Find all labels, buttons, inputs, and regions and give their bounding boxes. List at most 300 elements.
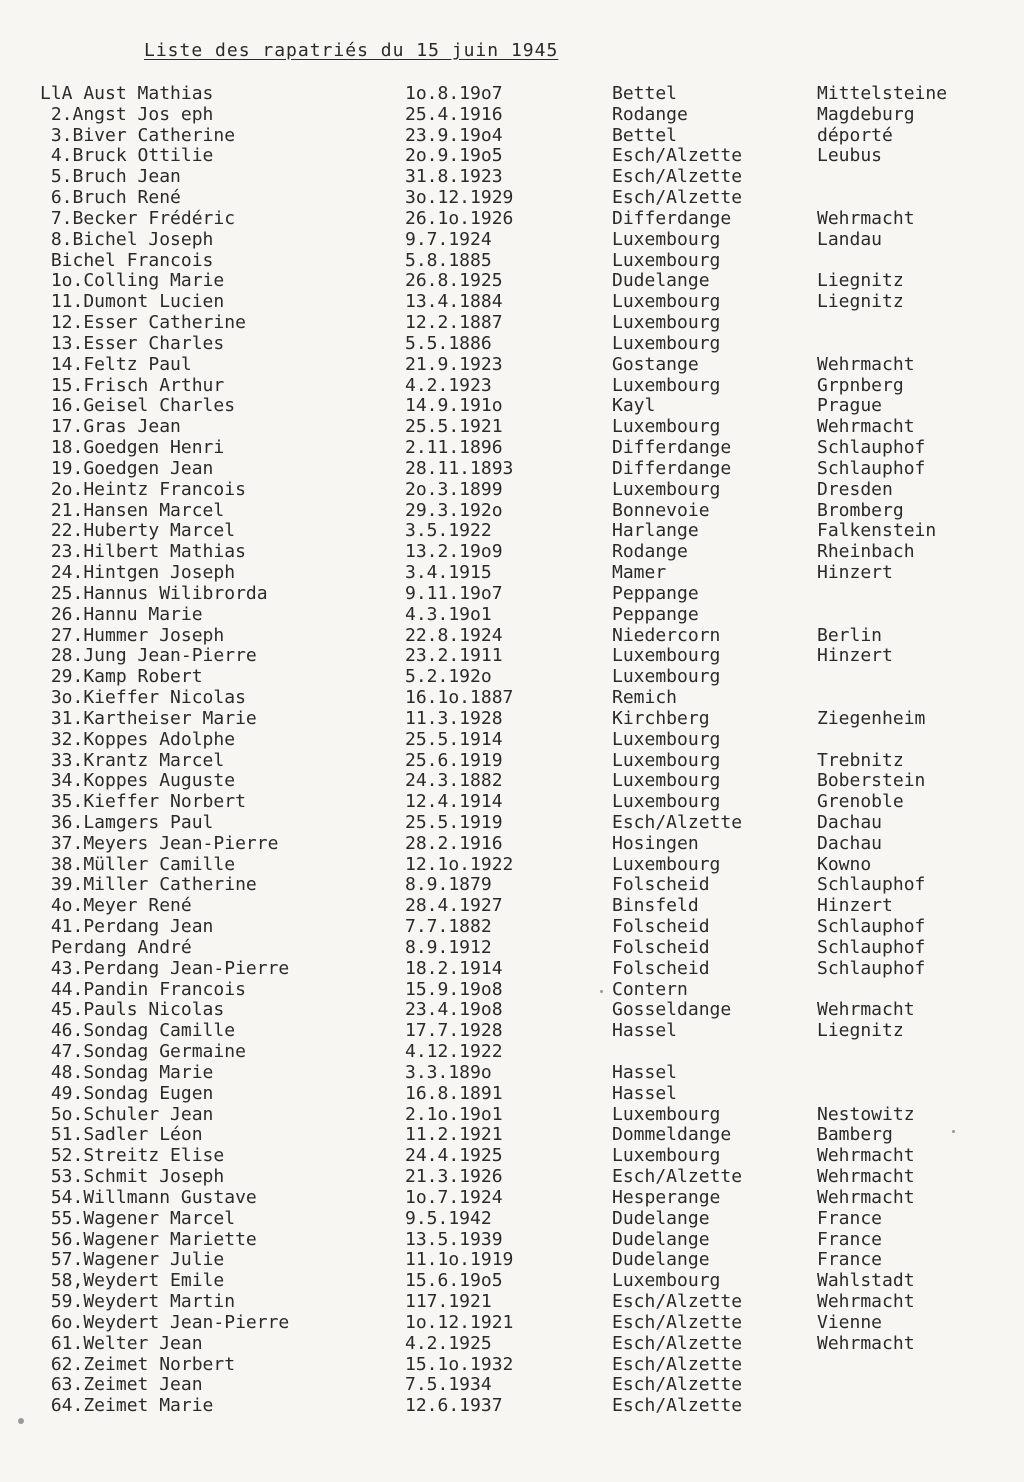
entry-destination: Schlauphof	[817, 937, 926, 958]
entry-destination	[817, 334, 1000, 355]
entry-residence: Esch/Alzette	[612, 167, 743, 188]
list-row	[40, 938, 1000, 959]
entry-destination: Wehrmacht	[817, 1333, 915, 1354]
entry-residence: Gosseldange	[612, 1000, 732, 1021]
entry-birth-date: 14.9.191o	[405, 396, 503, 417]
entry-birth-date: 9.5.1942	[405, 1208, 492, 1229]
entry-destination	[817, 1375, 1000, 1396]
entry-birth-date: 25.5.1914	[405, 729, 503, 750]
entry-name: 59.Weydert Martin	[40, 1292, 236, 1313]
list-row	[40, 209, 1000, 230]
entry-birth-date: 4.3.19o1	[405, 604, 492, 625]
entry-residence: Rodange	[612, 104, 688, 125]
entry-residence: Luxembourg	[612, 479, 721, 500]
entry-residence: Esch/Alzette	[612, 812, 743, 833]
list-row	[40, 1042, 1000, 1063]
entry-name: 2o.Heintz Francois	[40, 479, 246, 500]
list-row	[40, 1230, 1000, 1251]
entry-name: 54.Willmann Gustave	[40, 1187, 257, 1208]
entry-destination: Liegnitz	[817, 292, 904, 313]
entry-name: 23.Hilbert Mathias	[40, 542, 246, 563]
entry-residence: Luxembourg	[612, 333, 721, 354]
repatriates-list	[40, 84, 1000, 1417]
entry-residence: Folscheid	[612, 875, 710, 896]
entry-destination: Bamberg	[817, 1125, 893, 1146]
entry-residence: Esch/Alzette	[612, 1333, 743, 1354]
entry-destination: Trebnitz	[817, 750, 904, 771]
list-row	[40, 146, 1000, 167]
entry-residence: Luxembourg	[612, 250, 721, 271]
entry-birth-date: 28.4.1927	[405, 896, 503, 917]
entry-name: 62.Zeimet Norbert	[40, 1354, 236, 1375]
list-row	[40, 1396, 1000, 1417]
list-row	[40, 959, 1000, 980]
list-row	[40, 626, 1000, 647]
entry-residence: Luxembourg	[612, 771, 721, 792]
entry-residence: Bonnevoie	[612, 500, 710, 521]
entry-birth-date: 7.7.1882	[405, 917, 492, 938]
entry-name: 34.Koppes Auguste	[40, 771, 236, 792]
entry-birth-date: 28.11.1893	[405, 458, 514, 479]
entry-destination: Wehrmacht	[817, 417, 915, 438]
list-row	[40, 688, 1000, 709]
entry-name: 49.Sondag Eugen	[40, 1083, 214, 1104]
entry-birth-date: 9.7.1924	[405, 229, 492, 250]
entry-destination: Dachau	[817, 812, 883, 833]
entry-birth-date: 24.4.1925	[405, 1146, 503, 1167]
entry-birth-date: 23.2.1911	[405, 646, 503, 667]
entry-birth-date: 16.1o.1887	[405, 688, 514, 709]
entry-destination: Liegnitz	[817, 1021, 904, 1042]
entry-name: 29.Kamp Robert	[40, 667, 203, 688]
entry-birth-date: 117.1921	[405, 1292, 492, 1313]
entry-name: 33.Krantz Marcel	[40, 750, 225, 771]
entry-residence: Dudelange	[612, 1250, 710, 1271]
entry-birth-date: 1o.12.1921	[405, 1312, 514, 1333]
entry-destination	[817, 605, 1000, 626]
entry-birth-date: 18.2.1914	[405, 958, 503, 979]
entry-destination: Kowno	[817, 854, 872, 875]
entry-destination: Wehrmacht	[817, 1187, 915, 1208]
entry-birth-date: 4.2.1923	[405, 375, 492, 396]
entry-name: 4.Bruck Ottilie	[40, 146, 214, 167]
list-row	[40, 1167, 1000, 1188]
entry-residence: Remich	[612, 688, 678, 709]
entry-name: 58,Weydert Emile	[40, 1271, 225, 1292]
list-row	[40, 438, 1000, 459]
list-row	[40, 1146, 1000, 1167]
entry-destination: Dresden	[817, 479, 893, 500]
entry-name: 5o.Schuler Jean	[40, 1104, 214, 1125]
entry-destination: Wehrmacht	[817, 1167, 915, 1188]
list-row	[40, 251, 1000, 272]
entry-birth-date: 21.9.1923	[405, 354, 503, 375]
entry-destination: Schlauphof	[817, 875, 926, 896]
list-row	[40, 771, 1000, 792]
entry-residence: Folscheid	[612, 958, 710, 979]
list-row	[40, 792, 1000, 813]
entry-destination: Ziegenheim	[817, 708, 926, 729]
entry-residence: Dudelange	[612, 1208, 710, 1229]
entry-birth-date: 11.2.1921	[405, 1125, 503, 1146]
entry-birth-date: 9.11.19o7	[405, 583, 503, 604]
entry-residence: Differdange	[612, 458, 732, 479]
entry-destination: Landau	[817, 229, 883, 250]
entry-name: 61.Welter Jean	[40, 1333, 203, 1354]
entry-destination	[817, 1355, 1000, 1376]
entry-residence: Esch/Alzette	[612, 146, 743, 167]
entry-residence: Hassel	[612, 1062, 678, 1083]
entry-birth-date: 5.8.1885	[405, 250, 492, 271]
entry-destination	[817, 667, 1000, 688]
list-row	[40, 1250, 1000, 1271]
list-row	[40, 1125, 1000, 1146]
list-row	[40, 188, 1000, 209]
entry-residence: Esch/Alzette	[612, 1312, 743, 1333]
entry-destination	[817, 313, 1000, 334]
entry-destination	[817, 188, 1000, 209]
list-row	[40, 896, 1000, 917]
entry-name: 57.Wagener Julie	[40, 1250, 225, 1271]
entry-birth-date: 13.4.1884	[405, 292, 503, 313]
entry-name: 11.Dumont Lucien	[40, 292, 225, 313]
list-row	[40, 875, 1000, 896]
entry-residence: Esch/Alzette	[612, 188, 743, 209]
entry-birth-date: 21.3.1926	[405, 1167, 503, 1188]
entry-destination: France	[817, 1229, 883, 1250]
entry-birth-date: 3o.12.1929	[405, 188, 514, 209]
entry-destination: Wahlstadt	[817, 1271, 915, 1292]
entry-name: 41.Perdang Jean	[40, 917, 214, 938]
entry-birth-date: 15.9.19o8	[405, 979, 503, 1000]
entry-destination: Rheinbach	[817, 542, 915, 563]
list-row	[40, 1355, 1000, 1376]
entry-birth-date: 11.1o.1919	[405, 1250, 514, 1271]
entry-birth-date: 5.5.1886	[405, 333, 492, 354]
entry-destination	[817, 167, 1000, 188]
entry-destination	[817, 1042, 1000, 1063]
entry-name: 6o.Weydert Jean-Pierre	[40, 1312, 290, 1333]
entry-birth-date: 1o.7.1924	[405, 1187, 503, 1208]
entry-residence: Hassel	[612, 1083, 678, 1104]
entry-birth-date: 16.8.1891	[405, 1083, 503, 1104]
entry-residence: Luxembourg	[612, 792, 721, 813]
list-row	[40, 1188, 1000, 1209]
entry-residence	[612, 1042, 817, 1063]
list-row	[40, 480, 1000, 501]
entry-destination: Liegnitz	[817, 271, 904, 292]
entry-birth-date: 25.6.1919	[405, 750, 503, 771]
entry-residence: Dudelange	[612, 271, 710, 292]
entry-residence: Niedercorn	[612, 625, 721, 646]
entry-destination: Grpnberg	[817, 375, 904, 396]
entry-birth-date: 7.5.1934	[405, 1375, 492, 1396]
entry-name: 1o.Colling Marie	[40, 271, 225, 292]
entry-name: 47.Sondag Germaine	[40, 1042, 246, 1063]
entry-birth-date: 22.8.1924	[405, 625, 503, 646]
entry-name: 21.Hansen Marcel	[40, 500, 225, 521]
entry-residence: Luxembourg	[612, 417, 721, 438]
entry-destination: Bromberg	[817, 500, 904, 521]
entry-name: 27.Hummer Joseph	[40, 625, 225, 646]
entry-birth-date: 2o.3.1899	[405, 479, 503, 500]
list-row	[40, 355, 1000, 376]
entry-name: 32.Koppes Adolphe	[40, 729, 236, 750]
entry-residence: Kayl	[612, 396, 656, 417]
list-row	[40, 1021, 1000, 1042]
entry-destination	[817, 980, 1000, 1001]
entry-destination: Schlauphof	[817, 958, 926, 979]
entry-destination: Hinzert	[817, 646, 893, 667]
entry-birth-date: 3.4.1915	[405, 563, 492, 584]
list-row	[40, 105, 1000, 126]
entry-birth-date: 15.6.19o5	[405, 1271, 503, 1292]
entry-destination	[817, 1396, 1000, 1417]
entry-name: 45.Pauls Nicolas	[40, 1000, 225, 1021]
entry-destination: Falkenstein	[817, 521, 937, 542]
entry-name: 55.Wagener Marcel	[40, 1208, 236, 1229]
entry-name: 26.Hannu Marie	[40, 604, 203, 625]
entry-name: 25.Hannus Wilibrorda	[40, 583, 268, 604]
list-row	[40, 834, 1000, 855]
entry-birth-date: 28.2.1916	[405, 833, 503, 854]
document-title: Liste des rapatriés du 15 juin 1945	[144, 40, 559, 61]
entry-birth-date: 13.2.19o9	[405, 542, 503, 563]
entry-birth-date: 4.12.1922	[405, 1042, 503, 1063]
entry-destination	[817, 584, 1000, 605]
list-row	[40, 501, 1000, 522]
entry-destination: Berlin	[817, 625, 883, 646]
entry-destination: Wehrmacht	[817, 208, 915, 229]
entry-residence: Contern	[612, 979, 688, 1000]
list-row	[40, 605, 1000, 626]
entry-birth-date: 2.11.1896	[405, 438, 503, 459]
entry-destination: Dachau	[817, 833, 883, 854]
list-row	[40, 1084, 1000, 1105]
entry-residence: Differdange	[612, 208, 732, 229]
entry-name: 38.Müller Camille	[40, 854, 236, 875]
entry-name: 18.Goedgen Henri	[40, 438, 225, 459]
entry-destination: Schlauphof	[817, 438, 926, 459]
entry-name: 13.Esser Charles	[40, 333, 225, 354]
entry-name: 12.Esser Catherine	[40, 313, 246, 334]
entry-birth-date: 12.6.1937	[405, 1396, 503, 1417]
list-row	[40, 646, 1000, 667]
entry-destination: Magdeburg	[817, 104, 915, 125]
entry-birth-date: 12.1o.1922	[405, 854, 514, 875]
list-row	[40, 563, 1000, 584]
entry-residence: Hosingen	[612, 833, 699, 854]
entry-destination: Prague	[817, 396, 883, 417]
entry-name: 14.Feltz Paul	[40, 354, 192, 375]
list-row	[40, 1271, 1000, 1292]
entry-destination: Nestowitz	[817, 1104, 915, 1125]
entry-destination: France	[817, 1250, 883, 1271]
entry-destination: Wehrmacht	[817, 1000, 915, 1021]
entry-residence: Bettel	[612, 125, 678, 146]
entry-residence: Dommeldange	[612, 1125, 732, 1146]
scan-speck	[18, 1418, 24, 1424]
list-row	[40, 230, 1000, 251]
list-row	[40, 813, 1000, 834]
entry-destination	[817, 1084, 1000, 1105]
entry-destination: Schlauphof	[817, 458, 926, 479]
entry-destination: Mittelsteine	[817, 84, 948, 104]
entry-residence: Hassel	[612, 1021, 678, 1042]
entry-birth-date: 29.3.192o	[405, 500, 503, 521]
entry-name: LlA Aust Mathias	[40, 84, 214, 104]
entry-destination: déporté	[817, 125, 893, 146]
entry-name: 31.Kartheiser Marie	[40, 708, 257, 729]
entry-birth-date: 25.5.1919	[405, 812, 503, 833]
list-row	[40, 1063, 1000, 1084]
entry-name: 17.Gras Jean	[40, 417, 181, 438]
list-row	[40, 1334, 1000, 1355]
entry-birth-date: 8.9.1912	[405, 937, 492, 958]
entry-residence: Luxembourg	[612, 1146, 721, 1167]
entry-residence: Bettel	[612, 84, 678, 104]
entry-name: 56.Wagener Mariette	[40, 1229, 257, 1250]
entry-birth-date: 2.1o.19o1	[405, 1104, 503, 1125]
list-row	[40, 542, 1000, 563]
entry-residence: Gostange	[612, 354, 699, 375]
list-row	[40, 855, 1000, 876]
entry-birth-date: 5.2.192o	[405, 667, 492, 688]
entry-destination: Vienne	[817, 1312, 883, 1333]
entry-name: 52.Streitz Elise	[40, 1146, 225, 1167]
entry-residence: Harlange	[612, 521, 699, 542]
entry-name: 43.Perdang Jean-Pierre	[40, 958, 290, 979]
entry-name: 6.Bruch René	[40, 188, 181, 209]
entry-name: 64.Zeimet Marie	[40, 1396, 214, 1417]
entry-birth-date: 23.4.19o8	[405, 1000, 503, 1021]
entry-name: 3o.Kieffer Nicolas	[40, 688, 246, 709]
entry-name: 36.Lamgers Paul	[40, 812, 214, 833]
list-row	[40, 376, 1000, 397]
entry-name: 22.Huberty Marcel	[40, 521, 236, 542]
entry-birth-date: 17.7.1928	[405, 1021, 503, 1042]
entry-birth-date: 26.8.1925	[405, 271, 503, 292]
list-row	[40, 334, 1000, 355]
entry-name: 4o.Meyer René	[40, 896, 192, 917]
entry-residence: Luxembourg	[612, 292, 721, 313]
entry-residence: Mamer	[612, 563, 667, 584]
entry-destination: Leubus	[817, 146, 883, 167]
entry-residence: Folscheid	[612, 917, 710, 938]
entry-residence: Luxembourg	[612, 375, 721, 396]
entry-name: 15.Frisch Arthur	[40, 375, 225, 396]
entry-name: 37.Meyers Jean-Pierre	[40, 833, 279, 854]
list-row	[40, 292, 1000, 313]
entry-name: Perdang André	[40, 937, 192, 958]
entry-destination: Boberstein	[817, 771, 926, 792]
entry-name: 46.Sondag Camille	[40, 1021, 236, 1042]
entry-residence: Peppange	[612, 604, 699, 625]
entry-residence: Luxembourg	[612, 750, 721, 771]
entry-destination: France	[817, 1208, 883, 1229]
entry-name: 24.Hintgen Joseph	[40, 563, 236, 584]
list-row	[40, 126, 1000, 147]
entry-name: 28.Jung Jean-Pierre	[40, 646, 257, 667]
entry-birth-date: 24.3.1882	[405, 771, 503, 792]
entry-birth-date: 11.3.1928	[405, 708, 503, 729]
list-row	[40, 84, 1000, 105]
entry-birth-date: 3.3.189o	[405, 1062, 492, 1083]
entry-destination: Hinzert	[817, 563, 893, 584]
entry-name: 63.Zeimet Jean	[40, 1375, 203, 1396]
entry-birth-date: 1o.8.19o7	[405, 84, 503, 104]
list-row	[40, 1105, 1000, 1126]
entry-name: 53.Schmit Joseph	[40, 1167, 225, 1188]
entry-name: 48.Sondag Marie	[40, 1062, 214, 1083]
entry-destination: Wehrmacht	[817, 354, 915, 375]
entry-destination	[817, 730, 1000, 751]
entry-name: 19.Goedgen Jean	[40, 458, 214, 479]
list-row	[40, 521, 1000, 542]
entry-birth-date: 15.1o.1932	[405, 1354, 514, 1375]
entry-birth-date: 12.2.1887	[405, 313, 503, 334]
entry-name: 35.Kieffer Norbert	[40, 792, 246, 813]
list-row	[40, 167, 1000, 188]
entry-birth-date: 26.1o.1926	[405, 208, 514, 229]
entry-residence: Luxembourg	[612, 854, 721, 875]
entry-residence: Folscheid	[612, 937, 710, 958]
entry-birth-date: 12.4.1914	[405, 792, 503, 813]
list-row	[40, 980, 1000, 1001]
entry-residence: Kirchberg	[612, 708, 710, 729]
entry-residence: Esch/Alzette	[612, 1354, 743, 1375]
entry-residence: Binsfeld	[612, 896, 699, 917]
entry-residence: Differdange	[612, 438, 732, 459]
entry-birth-date: 8.9.1879	[405, 875, 492, 896]
entry-residence: Luxembourg	[612, 313, 721, 334]
entry-destination	[817, 251, 1000, 272]
entry-name: 8.Bichel Joseph	[40, 229, 214, 250]
list-row	[40, 730, 1000, 751]
list-row	[40, 459, 1000, 480]
entry-destination: Schlauphof	[817, 917, 926, 938]
entry-residence: Luxembourg	[612, 646, 721, 667]
entry-residence: Luxembourg	[612, 667, 721, 688]
entry-birth-date: 25.4.1916	[405, 104, 503, 125]
list-row	[40, 751, 1000, 772]
list-row	[40, 917, 1000, 938]
entry-residence: Peppange	[612, 583, 699, 604]
list-row	[40, 417, 1000, 438]
entry-residence: Luxembourg	[612, 1104, 721, 1125]
list-row	[40, 1292, 1000, 1313]
list-row	[40, 271, 1000, 292]
entry-birth-date: 2o.9.19o5	[405, 146, 503, 167]
entry-name: 7.Becker Frédéric	[40, 208, 236, 229]
entry-birth-date: 23.9.19o4	[405, 125, 503, 146]
entry-name: Bichel Francois	[40, 250, 214, 271]
entry-residence: Esch/Alzette	[612, 1375, 743, 1396]
list-row	[40, 584, 1000, 605]
list-row	[40, 1313, 1000, 1334]
entry-name: 3.Biver Catherine	[40, 125, 236, 146]
entry-residence: Esch/Alzette	[612, 1396, 743, 1417]
entry-residence: Luxembourg	[612, 229, 721, 250]
entry-destination: Wehrmacht	[817, 1146, 915, 1167]
entry-destination: Grenoble	[817, 792, 904, 813]
entry-name: 5.Bruch Jean	[40, 167, 181, 188]
entry-residence: Esch/Alzette	[612, 1167, 743, 1188]
entry-residence: Luxembourg	[612, 729, 721, 750]
entry-destination	[817, 1063, 1000, 1084]
entry-name: 51.Sadler Léon	[40, 1125, 203, 1146]
entry-residence: Esch/Alzette	[612, 1292, 743, 1313]
